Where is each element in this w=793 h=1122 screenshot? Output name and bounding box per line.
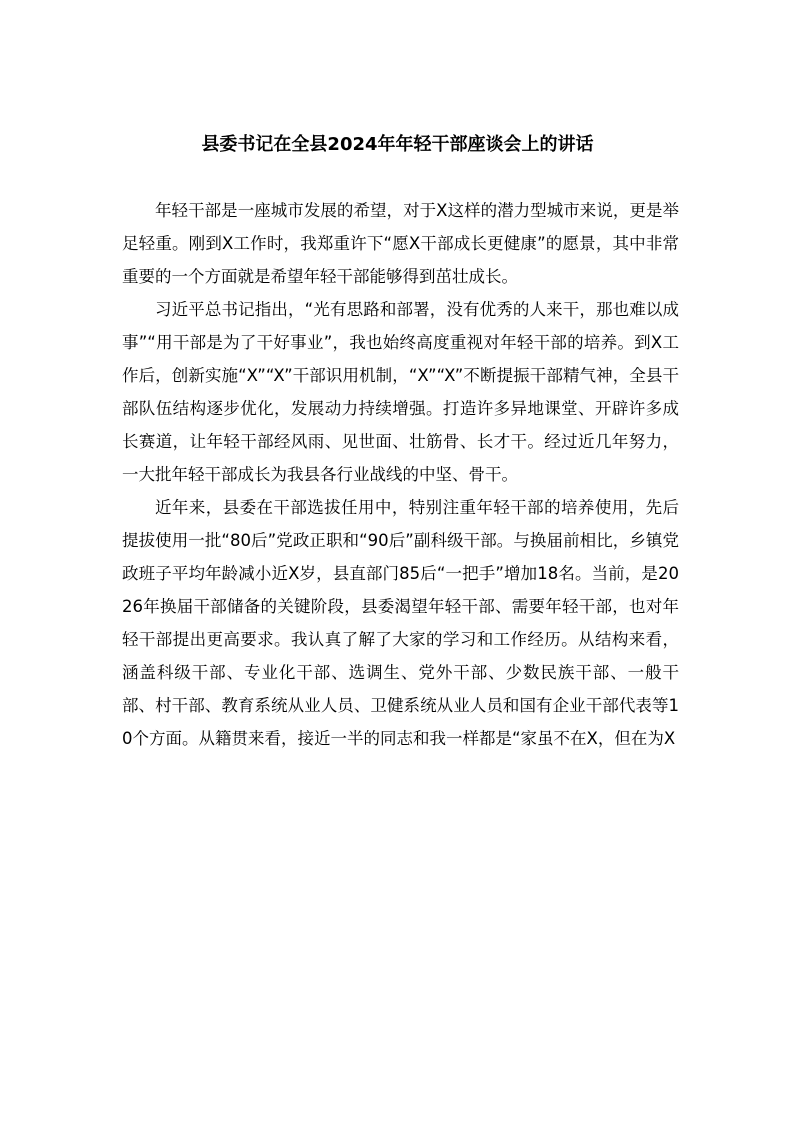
document-title: 县委书记在全县2024年年轻干部座谈会上的讲话 bbox=[201, 134, 594, 155]
paragraph-3: 近年来，县委在干部选拔任用中，特别注重年轻干部的培养使用，先后提拔使用一批“80后”党政正职和“90后”副科级干部。与换届前相比，乡镇党政班子平均年龄减小近X岁，县直部门85后“一把手”增加18名。当前，是2026年换届干部储备的关键阶段，县委渴望年轻干部、需要年轻干部，也对年轻干部提出更高要求。我认真了解了大家的学习和工作经历。从结构来看，涵盖科级干部、专业化干部、选调生、党外干部、少数民族干部、一般干部、村干部、教育系统从业人员、卫健系统从业人员和国有企业干部代表等10个方面。从籍贯来看，接近一半的同志和我一样都是“家虽不在X，但在为X bbox=[122, 498, 679, 748]
paragraph-2: 习近平总书记指出，“光有思路和部署，没有优秀的人来干，那也难以成事”“用干部是为了干好事业”，我也始终高度重视对年轻干部的培养。到X工作后，创新实施“X”“X”干部识用机制，“X”“X”不断提振干部精气神，全县干部队伍结构逐步优化，发展动力持续增强。打造许多异地课堂、开辟许多成长赛道，让年轻干部经风雨、见世面、壮筋骨、长才干。经过近几年努力，一大批年轻干部成长为我县各行业战线的中坚、骨干。 bbox=[122, 300, 679, 484]
paragraph-1: 年轻干部是一座城市发展的希望，对于X这样的潜力型城市来说，更是举足轻重。刚到X工作时，我郑重许下“愿X干部成长更健康”的愿景，其中非常重要的一个方面就是希望年轻干部能够得到茁壮成长。 bbox=[122, 201, 679, 286]
document-body bbox=[122, 194, 679, 755]
